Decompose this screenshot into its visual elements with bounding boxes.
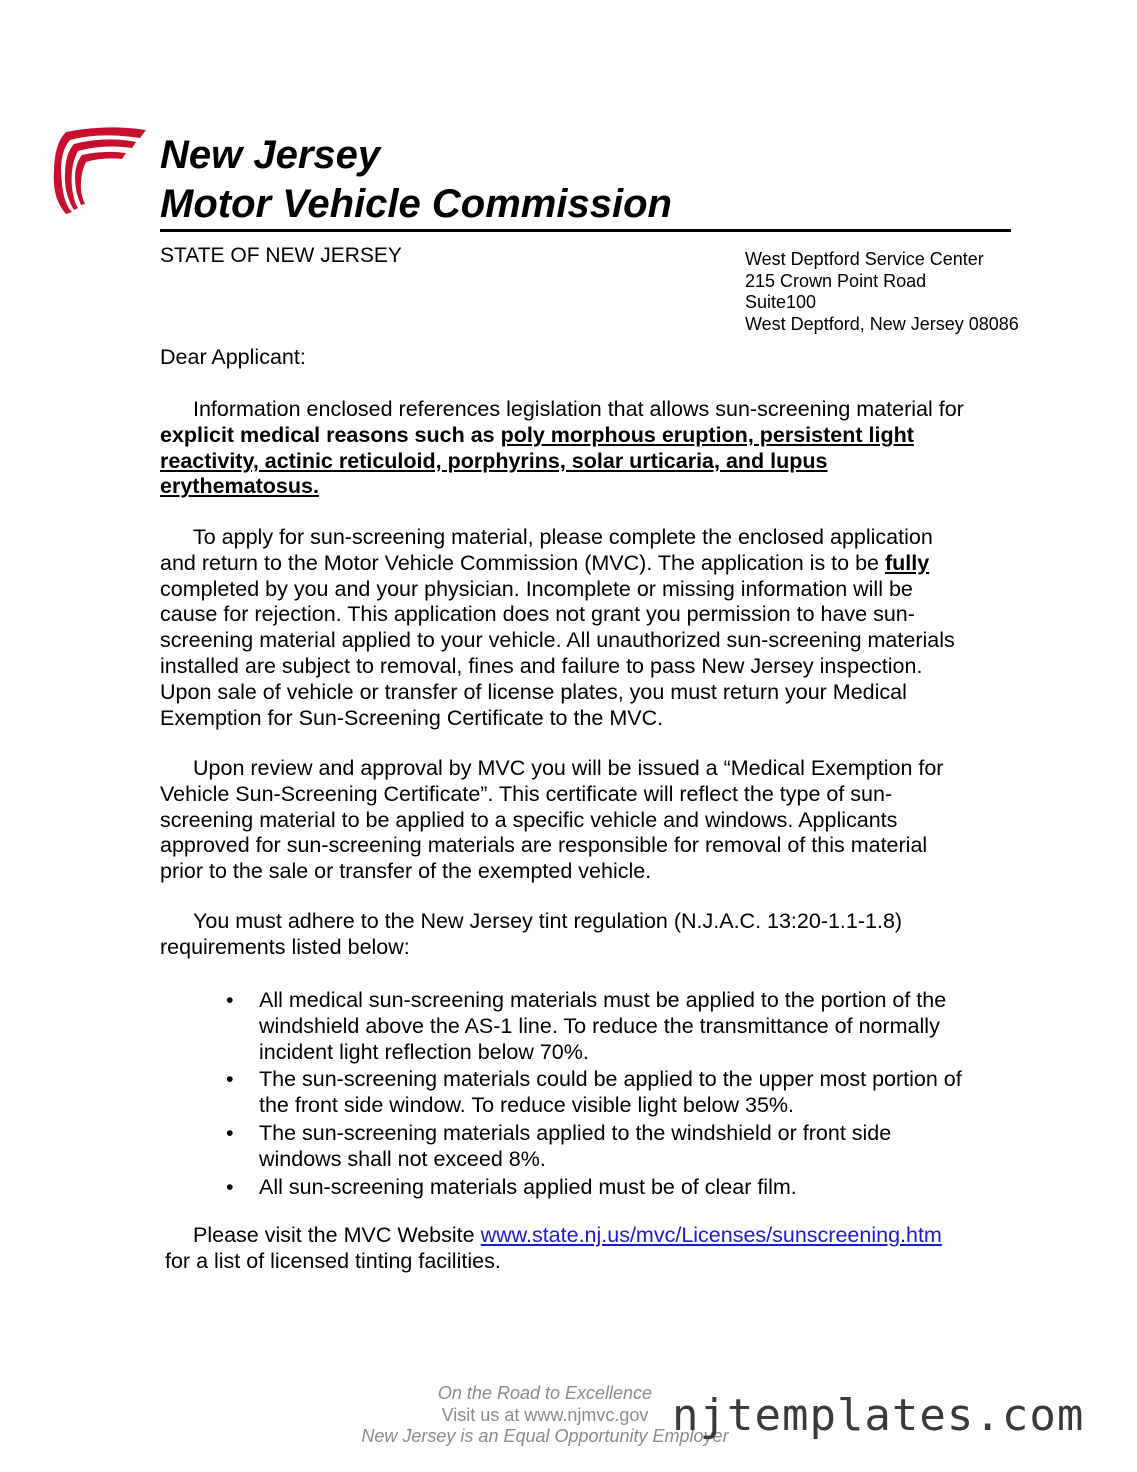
sunscreening-link[interactable]: www.state.nj.us/mvc/Licenses/sunscreening.htm [480, 1223, 942, 1247]
letterhead-rule [160, 229, 1011, 232]
paragraph-line: prior to the sale or transfer of the exempted vehicle. [160, 859, 652, 884]
paragraph-line: completed by you and your physician. Incomplete or missing information will be [160, 576, 913, 601]
footer-motto: On the Road to Excellence [437, 1383, 653, 1403]
state-label: STATE OF NEW JERSEY [160, 244, 402, 267]
list-item [226, 1067, 962, 1119]
list-line: the front side window. To reduce visible light below 35%. [259, 1093, 795, 1118]
paragraph-line: cause for rejection. This application does not grant you permission to have sun- [160, 602, 915, 627]
bullet-icon: • [226, 1120, 234, 1145]
list-line: The sun-screening materials applied to the windshield or front side [259, 1120, 892, 1145]
paragraph-website [193, 1223, 942, 1249]
service-center-address [745, 249, 1019, 335]
paragraph-line: requirements listed below: [160, 934, 410, 959]
paragraph-line: for a list of licensed tinting facilities. [165, 1249, 501, 1273]
paragraph-line: You must adhere to the New Jersey tint regulation (N.J.A.C. 13:20-1.1-1.8) [193, 909, 903, 933]
address-line: West Deptford, New Jersey 08086 [745, 313, 1019, 334]
paragraph-line [160, 551, 1010, 577]
letterhead-title-line2: Motor Vehicle Commission [160, 182, 672, 226]
address-line: West Deptford Service Center [745, 249, 984, 269]
bullet-icon: • [226, 1067, 234, 1092]
requirements-list [226, 988, 962, 1200]
paragraph-line: Vehicle Sun-Screening Certificate”. This certificate will reflect the type of sun- [160, 781, 893, 806]
conditions-text: reactivity, actinic reticuloid, porphyrins, solar urticaria, and lupus [160, 448, 828, 473]
njmvc-swoosh-logo-icon [48, 124, 148, 216]
paragraph-line [160, 449, 1010, 475]
paragraph-line: installed are subject to removal, fines and failure to pass New Jersey inspection. [160, 653, 923, 678]
conditions-text: erythematosus. [160, 474, 319, 499]
paragraph-line: screening material to be applied to a specific vehicle and windows. Applicants [160, 807, 898, 832]
salutation: Dear Applicant: [160, 345, 306, 369]
list-line: incident light reflection below 70%. [259, 1039, 589, 1064]
paragraph-line: Upon review and approval by MVC you will be issued a “Medical Exemption for [193, 756, 944, 780]
paragraph-legislation [160, 397, 1010, 500]
paragraph-line: Exemption for Sun-Screening Certificate to the MVC. [160, 705, 664, 730]
paragraph-line [160, 423, 1010, 449]
paragraph-regulation [160, 909, 1010, 961]
list-item [226, 988, 962, 1065]
bullet-icon: • [226, 1174, 234, 1199]
list-line: All medical sun-screening materials must be applied to the portion of the [259, 988, 947, 1012]
address-line: 215 Crown Point Road [745, 270, 927, 291]
paragraph-line: approved for sun-screening materials are responsible for removal of this material [160, 833, 928, 858]
list-line: The sun-screening materials could be applied to the upper most portion of [259, 1067, 962, 1092]
paragraph-line: Upon sale of vehicle or transfer of license plates, you must return your Medical [160, 679, 907, 704]
paragraph-approval [160, 756, 1010, 885]
paragraph-line [160, 474, 1010, 500]
list-item [226, 1175, 962, 1201]
text-span: and return to the Motor Vehicle Commission (MVC). The application is to be [160, 550, 885, 575]
text-span: Please visit the MVC Website [193, 1223, 475, 1247]
list-line: windows shall not exceed 8%. [259, 1146, 546, 1171]
list-line: windshield above the AS-1 line. To reduce the transmittance of normally [259, 1013, 940, 1038]
list-item [226, 1121, 962, 1173]
letterhead-title-line1: New Jersey [160, 133, 381, 177]
address-line: Suite100 [745, 292, 817, 312]
paragraph-line: To apply for sun-screening material, please complete the enclosed application [193, 525, 933, 549]
emphasis-fully: fully [884, 550, 930, 575]
paragraph-apply [160, 525, 1010, 731]
bullet-icon: • [226, 988, 234, 1012]
footer-eoe: New Jersey is an Equal Opportunity Employer [361, 1426, 729, 1446]
paragraph-line: screening material applied to your vehicle. All unauthorized sun-screening materials [160, 628, 955, 653]
paragraph-line: Information enclosed references legislation that allows sun-screening material for [193, 397, 964, 421]
footer-website: Visit us at www.njmvc.gov [441, 1404, 649, 1425]
bold-text: explicit medical reasons such as [160, 422, 501, 447]
conditions-text: poly morphous eruption, persistent light [500, 422, 914, 447]
list-line: All sun-screening materials applied must be of clear film. [259, 1174, 797, 1199]
watermark: njtemplates.com [672, 1390, 1085, 1441]
